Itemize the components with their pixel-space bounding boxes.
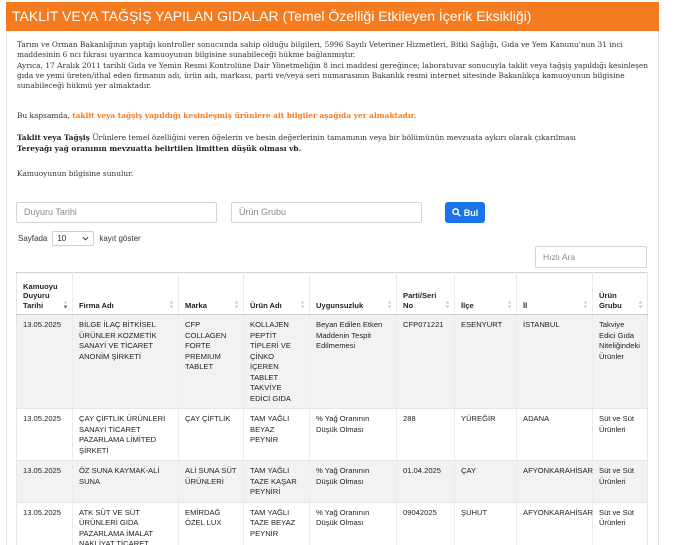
cell-company: ATK SÜT VE SÜT ÜRÜNLERİ GIDA PAZARLAMA İMALAT NAKLİYAT TİCARET <box>73 502 179 545</box>
column-header-district[interactable]: İlçe <box>455 273 517 315</box>
page-title: TAKLİT VEYA TAĞŞİŞ YAPILAN GIDALAR (Temel Özelliği Etkileyen İçerik Eksikliği) <box>12 8 532 24</box>
cell-nonconformity: % Yağ Oranının Düşük Olması <box>310 502 397 545</box>
sort-icon <box>169 300 174 309</box>
cell-date: 13.05.2025 <box>17 409 73 461</box>
cell-brand: ÇAY ÇİFTLİK <box>179 409 244 461</box>
cell-company: ÖZ SUNA KAYMAK-ALİ SUNA <box>73 461 179 503</box>
table-row <box>17 409 648 461</box>
sort-icon <box>63 300 68 309</box>
product-group-filter-input[interactable]: Ürün Grubu <box>231 202 422 223</box>
chevron-down-icon <box>82 236 89 241</box>
sort-icon <box>638 300 643 309</box>
cell-product-group: Süt ve Süt Ürünleri <box>593 461 648 503</box>
sort-icon <box>387 300 392 309</box>
column-header-nonconformity[interactable]: Uygunsuzluk <box>310 273 397 315</box>
table-header-row <box>17 273 648 315</box>
definition-text <box>17 133 649 154</box>
cell-district: YÜREĞİR <box>455 409 517 461</box>
scope-note <box>17 111 649 121</box>
cell-batch: 01.04.2025 <box>397 461 455 503</box>
page-size-prefix: Sayfada <box>18 234 48 243</box>
page-size-value: 10 <box>57 234 67 243</box>
cell-date: 13.05.2025 <box>17 502 73 545</box>
search-icon <box>452 208 461 217</box>
table-row <box>17 315 648 409</box>
sort-icon <box>234 300 239 309</box>
column-header-product[interactable]: Ürün Adı <box>244 273 310 315</box>
quick-search-input[interactable]: Hızlı Ara <box>535 246 647 268</box>
cell-brand: EMİRDAĞ ÖZEL LUX <box>179 502 244 545</box>
cell-nonconformity: % Yağ Oranının Düşük Olması <box>310 461 397 503</box>
cell-product: KOLLAJEN PEPTİT TİPLERİ VE ÇİNKO İÇEREN TABLET TAKVİYE EDİCİ GIDA <box>244 315 310 409</box>
column-header-product-group[interactable]: Ürün Grubu <box>593 273 648 315</box>
cell-company: ÇAY ÇİFTLİK ÜRÜNLERİ SANAYİ TİCARET PAZARLAMA LİMİTED ŞİRKETİ <box>73 409 179 461</box>
cell-province: ADANA <box>517 409 593 461</box>
column-header-batch[interactable]: Parti/Seri No <box>397 273 455 315</box>
cell-product: TAM YAĞLI TAZE BEYAZ PEYNİR <box>244 502 310 545</box>
sort-icon <box>507 300 512 309</box>
search-button[interactable] <box>445 202 485 223</box>
cell-brand: ALİ SUNA SÜT ÜRÜNLERİ <box>179 461 244 503</box>
results-table <box>16 272 647 545</box>
cell-product: TAM YAĞLI TAZE KAŞAR PEYNİRİ <box>244 461 310 503</box>
sort-icon <box>445 300 450 309</box>
column-header-company[interactable]: Firma Adı <box>73 273 179 315</box>
page-size-control <box>18 231 141 246</box>
sort-icon <box>583 300 588 309</box>
cell-province: AFYONKARAHİSAR <box>517 502 593 545</box>
cell-batch: CFP071221 <box>397 315 455 409</box>
page-size-select[interactable] <box>52 231 94 246</box>
cell-batch: 288 <box>397 409 455 461</box>
cell-nonconformity: Beyan Edilen Etken Maddenin Tespit Edilmemesi <box>310 315 397 409</box>
page-size-suffix: kayıt göster <box>99 234 141 243</box>
column-header-date[interactable]: Kamuoyu Duyuru Tarihi <box>17 273 73 315</box>
closing-text: Kamuoyunun bilgisine sunulur. <box>17 169 134 178</box>
cell-province: İSTANBUL <box>517 315 593 409</box>
definition-term: Taklit veya Tağşiş <box>17 133 90 142</box>
page-header <box>6 2 659 31</box>
date-filter-input[interactable]: Duyuru Tarihi <box>16 202 217 223</box>
cell-product-group: Süt ve Süt Ürünleri <box>593 502 648 545</box>
cell-date: 13.05.2025 <box>17 315 73 409</box>
intro-text <box>17 40 649 91</box>
search-button-label: Bul <box>463 207 479 218</box>
intro-paragraph-1: Tarım ve Orman Bakanlığının yaptığı kontroller sonucunda sahip olduğu bilgileri, 5996 Sayılı Veteriner Hizmetleri, Bitki Sağlığı, Gıda ve Yem Kanunu'nun 31 inci maddesinin 6 ncı fıkrası uyarınca kamuoyunun bilgisine sunabileceği hükme bağlanmıştır. <box>17 40 623 60</box>
column-header-province[interactable]: İl <box>517 273 593 315</box>
cell-product-group: Takviye Edici Gıda Niteliğindeki Ürünler <box>593 315 648 409</box>
cell-nonconformity: % Yağ Oranının Düşük Olması <box>310 409 397 461</box>
cell-district: ÇAY <box>455 461 517 503</box>
column-header-brand[interactable]: Marka <box>179 273 244 315</box>
cell-batch: 09042025 <box>397 502 455 545</box>
cell-product-group: Süt ve Süt Ürünleri <box>593 409 648 461</box>
definition-example: Tereyağı yağ oranının mevzuatta belirtilen limitten düşük olması vb. <box>17 143 302 153</box>
scope-note-highlight: taklit veya tağşiş yapıldığı kesinleşmiş ürünlere ait bilgiler aşağıda yer almaktadır. <box>72 111 417 120</box>
cell-product: TAM YAĞLI BEYAZ PEYNİR <box>244 409 310 461</box>
table-row <box>17 502 648 545</box>
scope-note-prefix: Bu kapsamda, <box>17 111 73 120</box>
cell-brand: CFP COLLAGEN FORTE PREMIUM TABLET <box>179 315 244 409</box>
cell-company: BİLGE İLAÇ BİTKİSEL ÜRÜNLER KOZMETİK SANAYİ VE TİCARET ANONİM ŞİRKETİ <box>73 315 179 409</box>
table-row <box>17 461 648 503</box>
cell-province: AFYONKARAHİSAR <box>517 461 593 503</box>
intro-paragraph-2: Ayrıca, 17 Aralık 2011 tarihli Gıda ve Yemin Resmi Kontrolüne Dair Yönetmeliğin 8 inci maddesi gereğince; laboratuvar sonucuyla taklit veya tağşiş yapıldığı kesinleşen gıda ve yemi üreten/ithal eden firmanın adı, ürün adı, markası, parti ve/veya seri numarasının Bakanlık resmi internet sitesinde Bakanlıkça kamuoyunun bilgisine sunabileceği hükmü yer almaktadır. <box>17 60 649 91</box>
cell-district: ESENYURT <box>455 315 517 409</box>
cell-date: 13.05.2025 <box>17 461 73 503</box>
definition-body: Ürünlere temel özelliğini veren öğelerin ve besin değerlerinin tamamının veya bir bölümünün mevzuata aykırı olarak çıkarılması <box>89 133 576 142</box>
cell-district: ŞUHUT <box>455 502 517 545</box>
sort-icon <box>300 300 305 309</box>
